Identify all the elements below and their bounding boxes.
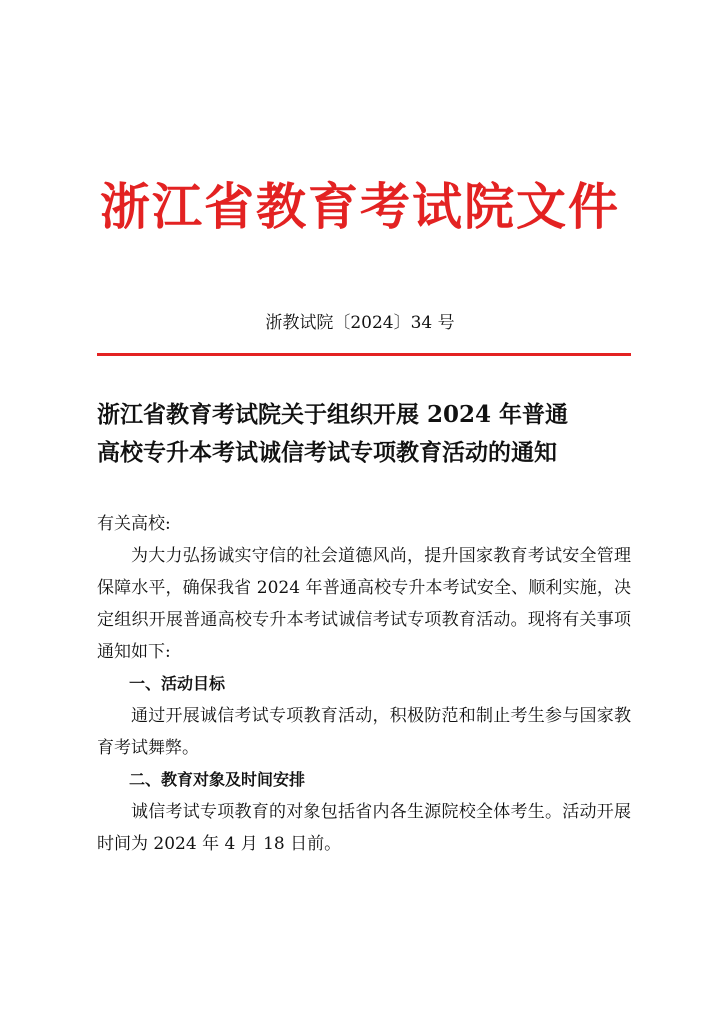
section-1-paragraph: 通过开展诚信考试专项教育活动，积极防范和制止考生参与国家教育考试舞弊。 <box>97 706 631 758</box>
red-divider-line <box>97 353 631 356</box>
notice-title-line-1: 浙江省教育考试院关于组织开展 2024 年普通 <box>97 401 569 428</box>
salutation: 有关高校: <box>97 514 171 534</box>
document-number: 浙教试院〔2024〕34 号 <box>265 313 455 333</box>
section-2-paragraph: 诚信考试专项教育的对象包括省内各生源院校全体考生。活动开展时间为 2024 年 4 月 18 日前。 <box>97 802 631 854</box>
notice-title-line-2: 高校专升本考试诚信考试专项教育活动的通知 <box>97 439 557 466</box>
intro-paragraph: 为大力弘扬诚实守信的社会道德风尚，提升国家教育考试安全管理保障水平，确保我省 2024 年普通高校专升本考试安全、顺利实施，决定组织开展普通高校专升本考试诚信考试专项教育活动。现将有关事项通知如下: <box>97 546 631 662</box>
notice-body <box>97 508 631 860</box>
section-2-heading: 二、教育对象及时间安排 <box>129 770 306 789</box>
issuing-authority-title: 浙江省教育考试院文件 <box>100 178 620 236</box>
section-1-heading: 一、活动目标 <box>129 674 226 693</box>
notice-title <box>97 396 631 472</box>
